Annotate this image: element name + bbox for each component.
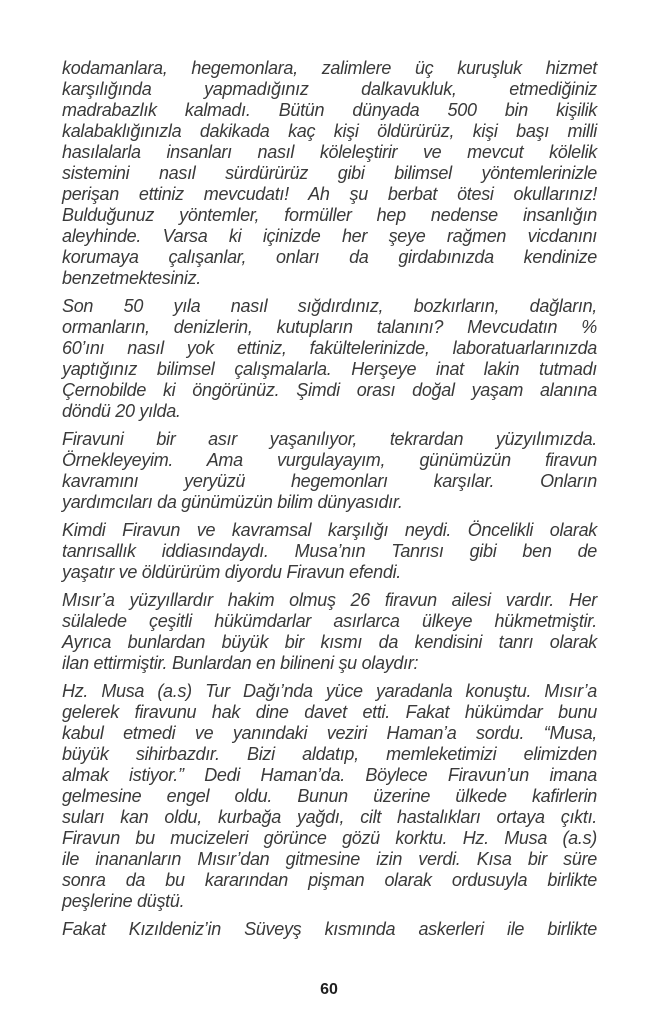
- text-line: tanrısallık iddiasındaydı. Musa’nın Tanrısı gibi ben de: [62, 541, 597, 561]
- paragraph: [62, 590, 597, 674]
- text-line: Kimdi Firavun ve kavramsal karşılığı neydi. Öncelikli olarak: [62, 520, 597, 540]
- text-line: Fakat Kızıldeniz’in Süveyş kısmında askerleri ile birlikte: [62, 919, 597, 939]
- text-line: ilan ettirmiştir. Bunlardan en bilineni şu olaydır:: [62, 653, 419, 673]
- text-line: yaşatır ve öldürürüm diyordu Firavun efendi.: [62, 562, 401, 582]
- text-line: sonra da bu kararından pişman olarak ordusuyla birlikte: [62, 870, 597, 890]
- paragraph: [62, 429, 597, 513]
- text-line: karşılığında yapmadığınız dalkavukluk, etmediğiniz: [62, 79, 597, 99]
- text-line: döndü 20 yılda.: [62, 401, 181, 421]
- text-block: [62, 58, 597, 947]
- text-line: Firavuni bir asır yaşanılıyor, tekrardan yüzyılımızda.: [62, 429, 597, 449]
- text-line: yaptığınız bilimsel çalışmalarla. Herşeye inat lakin tutmadı: [62, 359, 597, 379]
- text-line: Ayrıca bunlardan büyük bir kısmı da kendisini tanrı olarak: [62, 632, 597, 652]
- text-line: perişan ettiniz mevcudatı! Ah şu berbat ötesi okullarınız!: [62, 184, 597, 204]
- paragraph: [62, 919, 597, 940]
- text-line: sülalede çeşitli hükümdarlar asırlarca ülkeye hükmetmiştir.: [62, 611, 597, 631]
- text-line: gelmesine engel oldu. Bunun üzerine ülkede kafirlerin: [62, 786, 597, 806]
- text-line: sistemini nasıl sürdürürüz gibi bilimsel yöntemlerinizle: [62, 163, 597, 183]
- text-line: 60’ını nasıl yok ettiniz, fakültelerinizde, laboratuarlarınızda: [62, 338, 597, 358]
- text-line: gelerek firavunu hak dine davet etti. Fakat hükümdar bunu: [62, 702, 597, 722]
- paragraph: [62, 520, 597, 583]
- text-line: yardımcıları da günümüzün bilim dünyasıdır.: [62, 492, 403, 512]
- text-line: aleyhinde. Varsa ki içinizde her şeye rağmen vicdanını: [62, 226, 597, 246]
- page-number: 60: [320, 981, 338, 998]
- text-line: kavramını yeryüzü hegemonları karşılar. Onların: [62, 471, 597, 491]
- paragraph: [62, 58, 597, 289]
- text-line: kabul etmedi ve yanındaki veziri Haman’a sordu. “Musa,: [62, 723, 597, 743]
- text-line: büyük sihirbazdır. Bizi aldatıp, memleketimizi elimizden: [62, 744, 597, 764]
- text-line: hasılalarla insanları nasıl köleleştirir ve mevcut kölelik: [62, 142, 597, 162]
- text-line: almak istiyor.” Dedi Haman’da. Böylece Firavun’un imana: [62, 765, 597, 785]
- text-line: kalabaklığınızla dakikada kaç kişi öldürürüz, kişi başı milli: [62, 121, 597, 141]
- text-line: Mısır’a yüzyıllardır hakim olmuş 26 firavun ailesi vardır. Her: [62, 590, 597, 610]
- text-line: korumaya çalışanlar, onları da girdabınızda kendinize: [62, 247, 597, 267]
- text-line: peşlerine düştü.: [62, 891, 185, 911]
- paragraph: [62, 681, 597, 912]
- text-line: suları kan oldu, kurbağa yağdı, cilt hastalıkları ortaya çıktı.: [62, 807, 597, 827]
- paragraph: [62, 296, 597, 422]
- text-line: ormanların, denizlerin, kutupların talanını? Mevcudatın %: [62, 317, 597, 337]
- text-line: Firavun bu mucizeleri görünce gözü korktu. Hz. Musa (a.s): [62, 828, 597, 848]
- text-line: Çernobilde ki öngörünüz. Şimdi orası doğal yaşam alanına: [62, 380, 597, 400]
- text-line: Hz. Musa (a.s) Tur Dağı’nda yüce yaradanla konuştu. Mısır’a: [62, 681, 597, 701]
- text-line: ile inananların Mısır’dan gitmesine izin verdi. Kısa bir süre: [62, 849, 597, 869]
- text-line: benzetmektesiniz.: [62, 268, 201, 288]
- text-line: Son 50 yıla nasıl sığdırdınız, bozkırların, dağların,: [62, 296, 597, 316]
- text-line: Bulduğunuz yöntemler, formüller hep nedense insanlığın: [62, 205, 597, 225]
- text-line: Örnekleyeyim. Ama vurgulayayım, günümüzün firavun: [62, 450, 597, 470]
- text-line: kodamanlara, hegemonlara, zalimlere üç kuruşluk hizmet: [62, 58, 597, 78]
- text-line: madrabazlık kalmadı. Bütün dünyada 500 bin kişilik: [62, 100, 597, 120]
